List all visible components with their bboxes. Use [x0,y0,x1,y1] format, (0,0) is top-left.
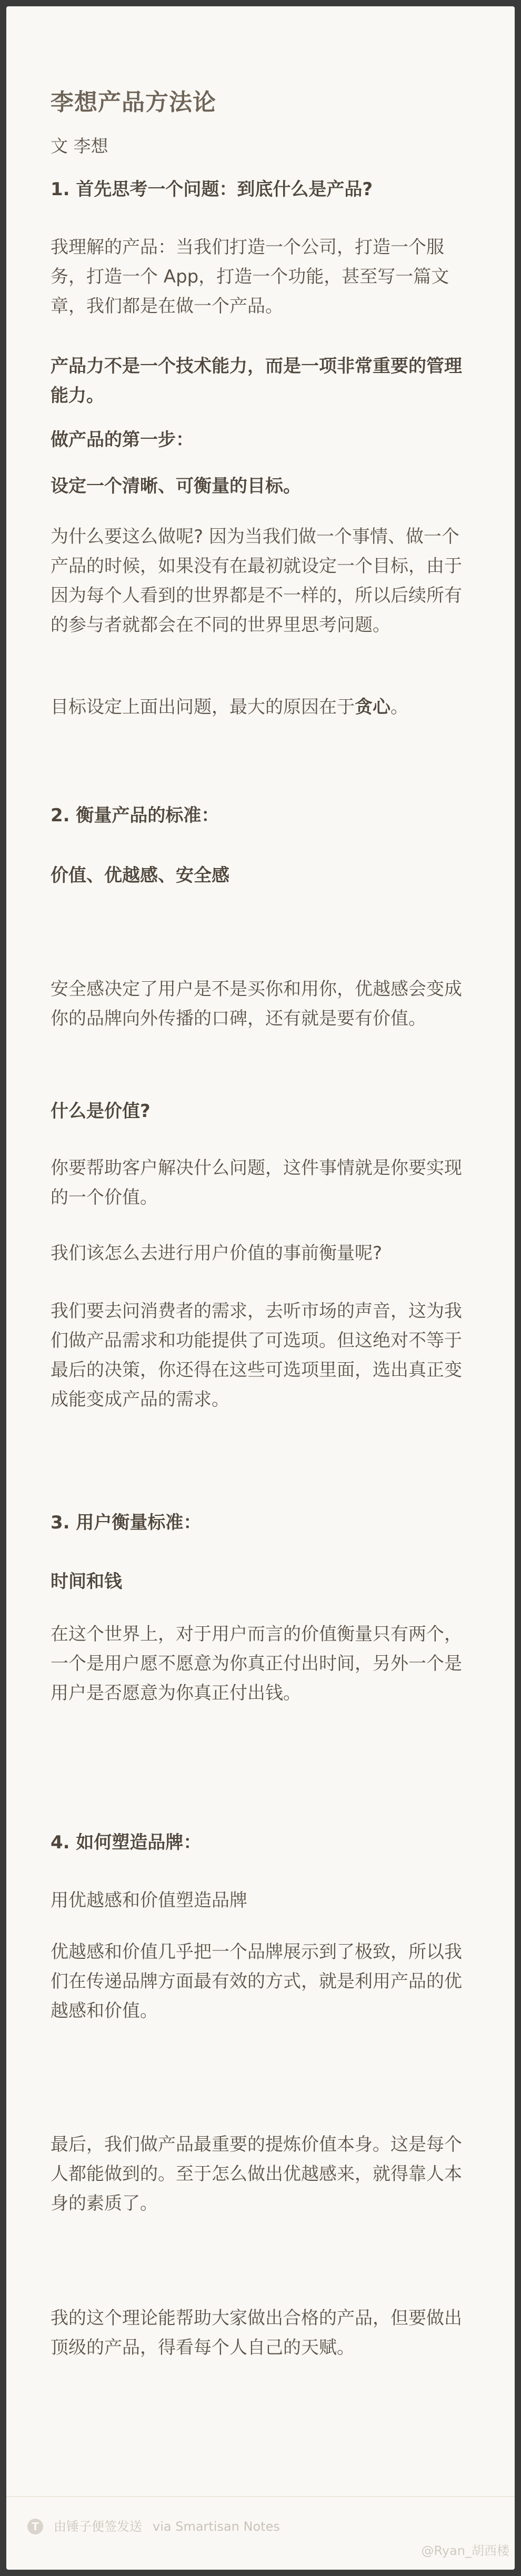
paragraph-product-definition: 我理解的产品：当我们打造一个公司，打造一个服务，打造一个 App，打造一个功能，甚至写一篇文章，我们都是在做一个产品。 [51,237,449,317]
section-heading-1: 1. 首先思考一个问题：到底什么是产品? [51,179,373,200]
paragraph-what-is-value: 什么是价值? [51,1101,151,1122]
weibo-watermark: @Ryan_胡西楼 [421,2543,509,2558]
paragraph-time-money: 时间和钱 [51,1571,122,1592]
paragraph-brand-detail: 优越感和价值几乎把一个品牌展示到了极致，所以我们在传递品牌方面最有效的方式，就是利用产品的优越感和价值。 [51,1941,462,2021]
section-heading-4: 4. 如何塑造品牌： [51,1832,202,1853]
footer-via: via Smartisan Notes [153,2519,280,2534]
paragraph-security-feeling: 安全感决定了用户是不是买你和用你，优越感会变成你的品牌向外传播的口碑，还有就是要有价值。 [51,979,462,1029]
section-heading-2: 2. 衡量产品的标准： [51,805,219,826]
footer-text: 由锤子便签发送 [54,2519,142,2534]
footer-divider [6,2496,515,2497]
paragraph-greed [51,692,477,722]
greed-text-after: 。 [390,697,408,718]
paragraph-product-power: 产品力不是一个技术能力，而是一项非常重要的管理能力。 [51,356,462,406]
footer-sent-via [54,2518,280,2535]
greed-bold-word: 贪心 [355,697,390,718]
paragraph-three-standards: 价值、优越感、安全感 [51,865,229,886]
page-title: 李想产品方法论 [51,89,216,116]
paragraph-brand-method: 用优越感和价值塑造品牌 [51,1890,247,1911]
greed-text-before: 目标设定上面出问题，最大的原因在于 [51,697,355,718]
paragraph-how-measure: 我们该怎么去进行用户价值的事前衡量呢? [51,1243,383,1264]
note-card [6,6,515,2570]
paragraph-value-definition: 你要帮助客户解决什么问题，这件事情就是你要实现的一个价值。 [51,1158,462,1208]
paragraph-first-step: 做产品的第一步： [51,429,194,450]
paragraph-consumer-needs: 我们要去问消费者的需求，去听市场的声音，这为我们做产品需求和功能提供了可选项。但这绝对不等于最后的决策，你还得在这些可选项里面，选出真正变成能变成产品的需求。 [51,1301,462,1410]
paragraph-theory: 我的这个理论能帮助大家做出合格的产品，但要做出顶级的产品，得看每个人自己的天赋。 [51,2308,462,2358]
section-heading-3: 3. 用户衡量标准： [51,1512,202,1533]
paragraph-why-goal: 为什么要这么做呢? 因为当我们做一个事情、做一个产品的时候，如果没有在最初就设定一个目标，由于因为每个人看到的世界都是不一样的，所以后续所有的参与者就都会在不同的世界里思考问题。 [51,526,462,636]
paragraph-value-measure: 在这个世界上，对于用户而言的价值衡量只有两个，一个是用户愿不愿意为你真正付出时间，另外一个是用户是否愿意为你真正付出钱。 [51,1624,462,1704]
smartisan-logo-icon: T [27,2519,43,2534]
paragraph-set-goal: 设定一个清晰、可衡量的目标。 [51,476,301,497]
paragraph-finally: 最后，我们做产品最重要的提炼价值本身。这是每个人都能做到的。至于怎么做出优越感来，就得靠人本身的素质了。 [51,2134,462,2214]
author-line: 文 李想 [51,136,108,156]
